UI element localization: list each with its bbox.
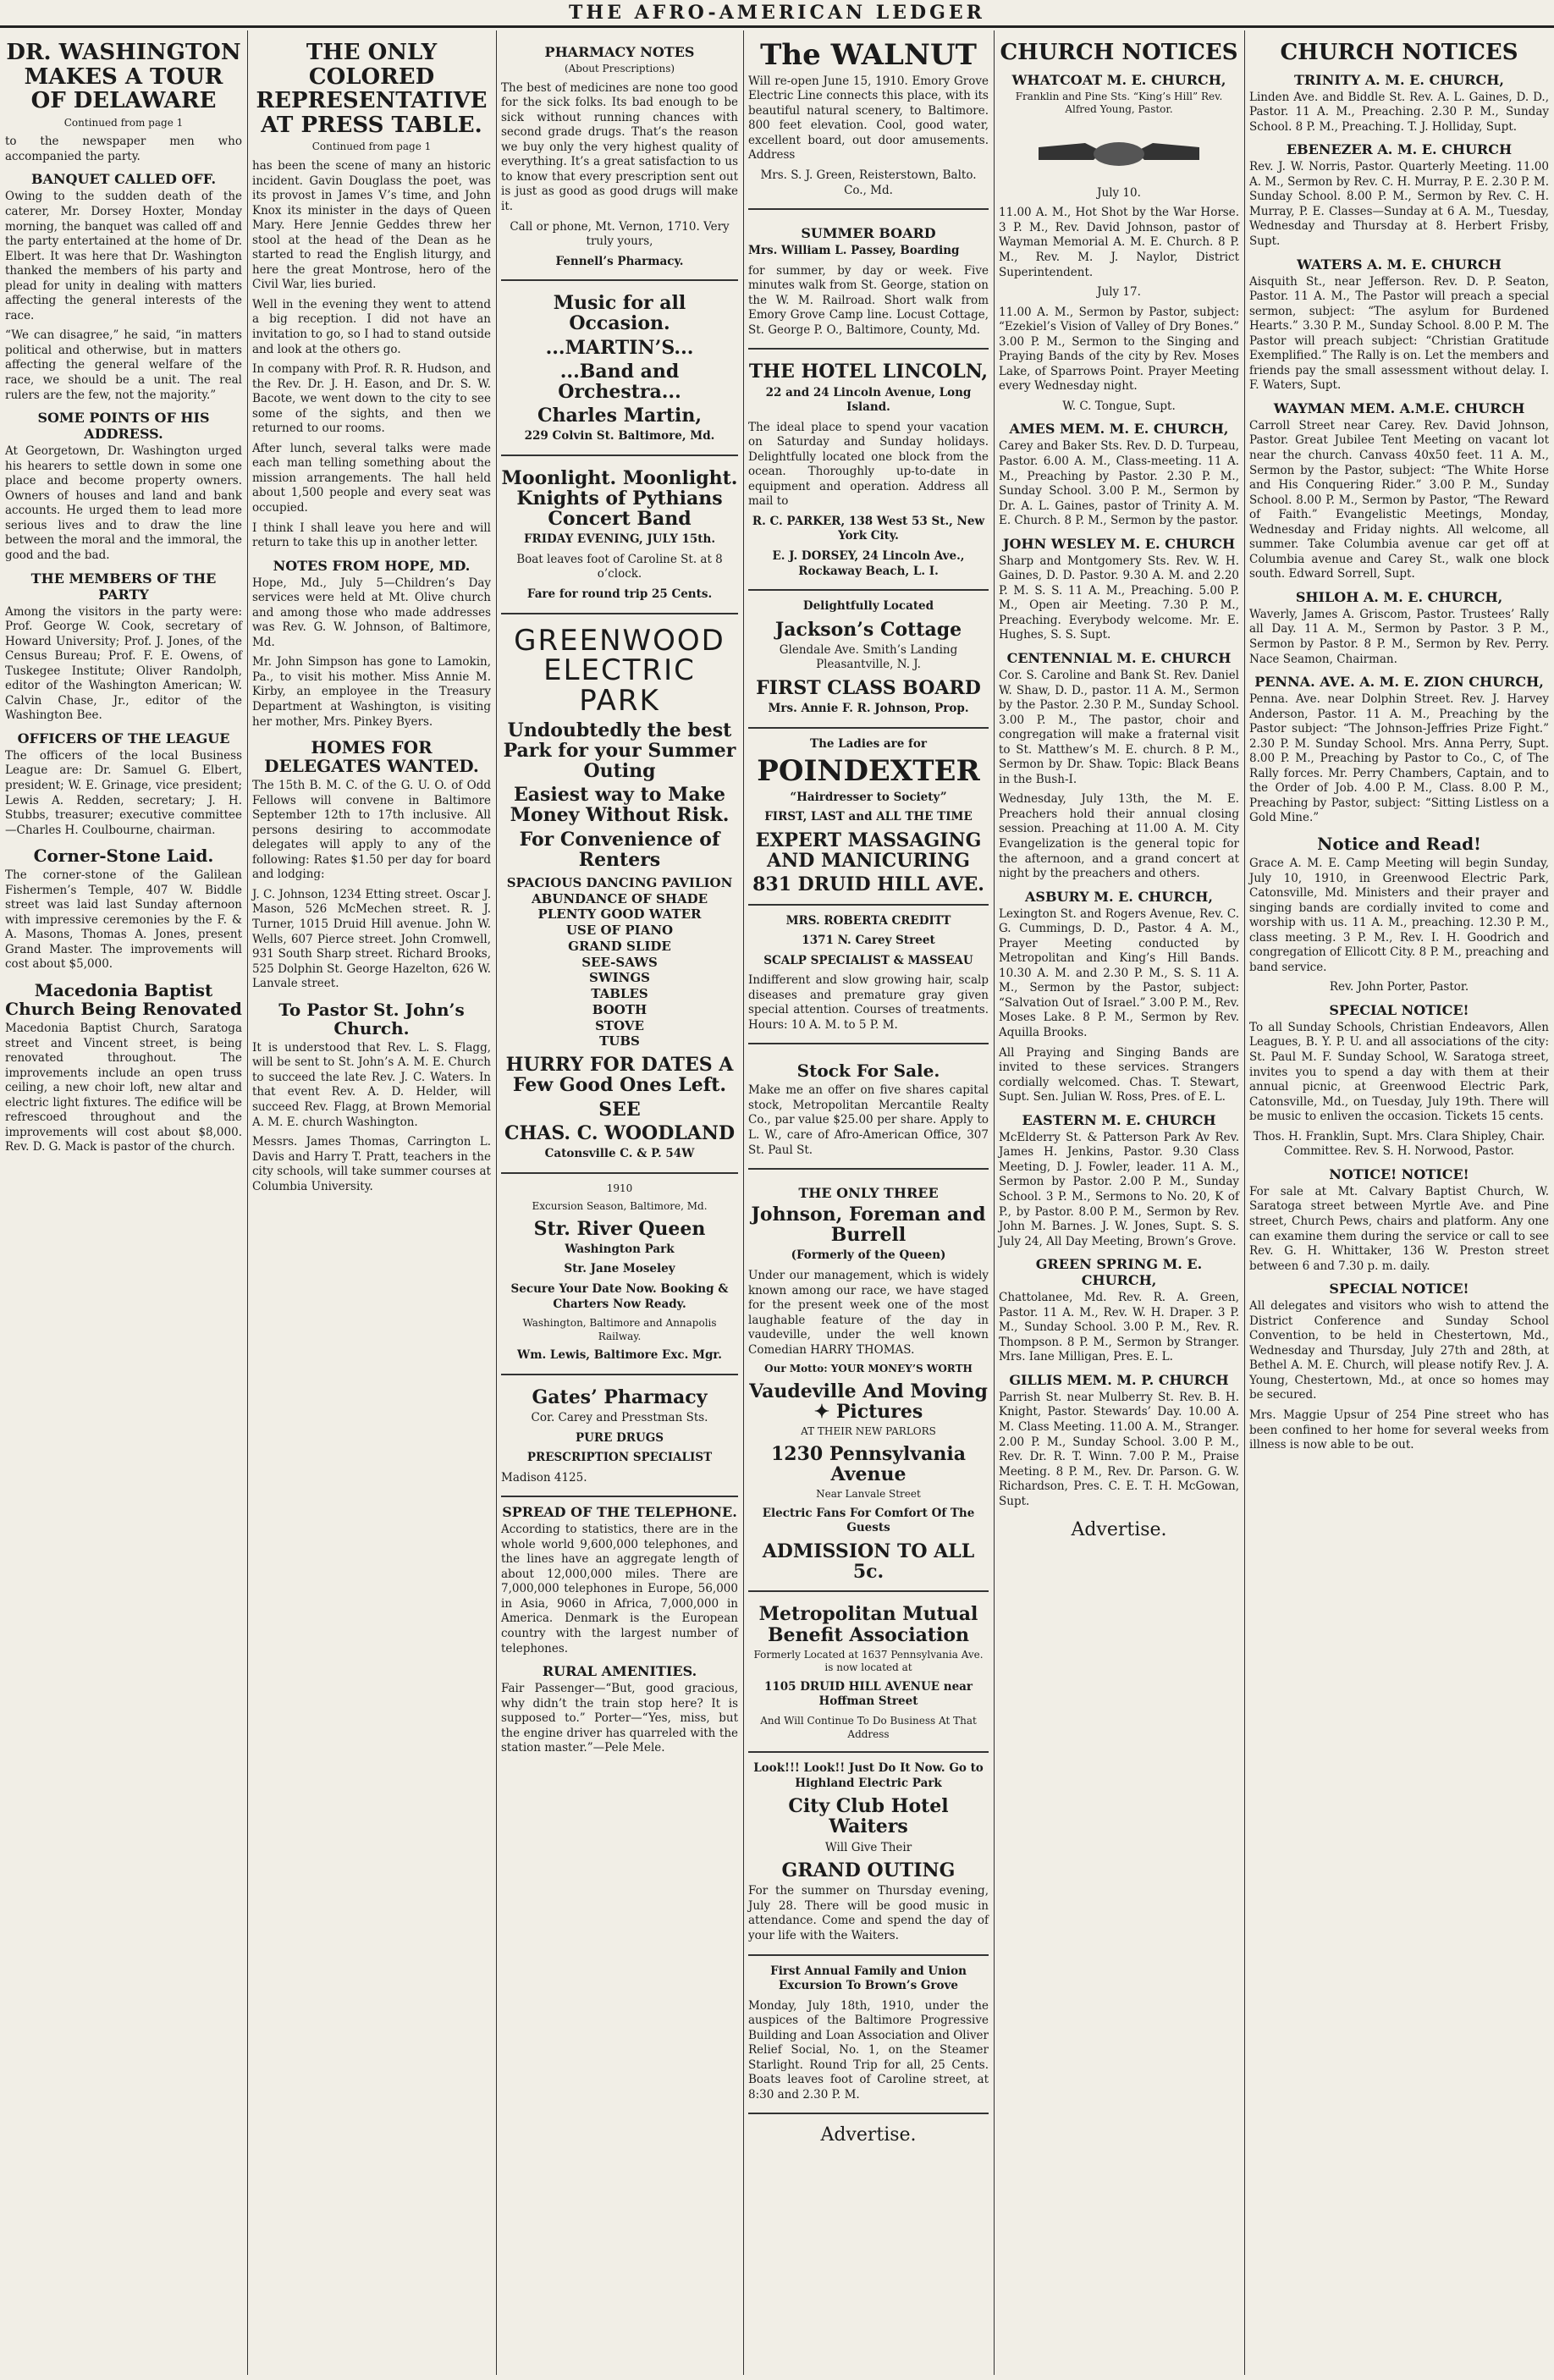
ad-band: ...Band and Orchestra... xyxy=(558,360,681,403)
ad-name: ...MARTIN’S... xyxy=(545,336,694,359)
ad-subtitle: “Hairdresser to Society” xyxy=(790,790,947,804)
paragraph: The 15th B. M. C. of the G. U. O. of Odd Fellows will convene in Baltimore September 12th to 17th inclusive. All persons desiring to accommodate delegates will apply to any of the following: Rates $1.50 per day for board and lodging: xyxy=(252,779,491,882)
article-title: To Pastor St. John’s Church. xyxy=(278,999,465,1038)
ad-phone: Madison 4125. xyxy=(501,1470,587,1485)
paragraph: Fair Passenger—“But, good gracious, why didn’t the train stop here? It is supposed to.” Porter—“Yes, miss, but the engine driver has quarreled with the station master.”—Pele Mele. xyxy=(501,1682,738,1755)
continued-note: Continued from page 1 xyxy=(311,140,432,153)
ad-text: Indifferent and slow growing hair, scalp diseases and premature gray given special attention. Courses of treatments. Hours: 10 A. M. to 5 P. M. xyxy=(748,973,989,1032)
paragraph: In company with Prof. R. R. Hudson, and the Rev. Dr. J. H. Eason, and Dr. S. W. Bacote, we went down to the city to see some of the sights, and then we returned to our rooms. xyxy=(252,362,491,436)
paragraph: Rev. J. W. Norris, Pastor. Quarterly Meeting. 11.00 A. M., Sermon by Rev. C. H. Murray, P. E. 2.30 P. M. Sunday School. 8.00 P. M., Sermon by Rev. C. H. Murray, P. E. Classes—Sunday at 6 A. M., Tuesday, Wednesday and Thursday at 8. Herbert Frisby, Supt. xyxy=(1249,160,1549,248)
paragraph: Well in the evening they went to attend a big reception. I did not have an invitation to go, so I had to stand outside and look at the others go. xyxy=(252,297,491,356)
ad-text: PRESCRIPTION SPECIALIST xyxy=(526,1451,713,1465)
list-item: BOOTH xyxy=(592,1001,648,1017)
ad-title: The WALNUT xyxy=(760,38,977,72)
ad-text: For the summer on Thursday evening, July 28. There will be good music in attendance. Come and spend the day of your life with the Waiters. xyxy=(748,1884,989,1942)
ad-contact: R. C. PARKER, 138 West 53 St., New York City. xyxy=(752,514,985,543)
subheading: RURAL AMENITIES. xyxy=(542,1663,697,1680)
column-3 xyxy=(496,34,743,2370)
music-ad xyxy=(501,286,738,456)
paragraph: All delegates and visitors who wish to attend the District Conference and Sunday School Convention, to be held in Chestertown, Md., Wednesday and Thursday, July 27th and 28th, at Bethel A. M. E. Church, will please notify Rev. J. A. Young, Chestertown, Md., at once so homes may be secured. xyxy=(1249,1299,1549,1402)
ad-tagline: Undoubtedly the best Park for your Summer Outing xyxy=(503,719,736,783)
ad-manager: Wm. Lewis, Baltimore Exc. Mgr. xyxy=(517,1348,722,1363)
church-name: WHATCOAT M. E. CHURCH, xyxy=(1011,71,1226,88)
church-name: WATERS A. M. E. CHURCH xyxy=(1297,256,1502,273)
ad-title: Johnson, Foreman and Burrell xyxy=(751,1204,986,1247)
ad-name: MRS. ROBERTA CREDITT xyxy=(785,913,951,928)
paragraph: Lexington St. and Rogers Avenue, Rev. C. G. Cummings, D. D., Pastor. 4 A. M., Prayer Meeting conducted by Metropolitan and King’s Hill Bands. 10.30 A. M. and 2.30 P. M., S. S. 11 A. M., Sermon by the Pastor, subject: “Salvation Out of Israel.” 3.00 P. M., Rev. Moses Lake. 8 P. M., Sermon by Rev. Aquilla Brooks. xyxy=(999,906,1239,1040)
list-item: STOVE xyxy=(595,1017,644,1033)
paragraph: Cor. S. Caroline and Bank St. Rev. Daniel W. Shaw, D. D., pastor. 11 A. M., Sermon by the Pastor. 2.30 P. M., Sunday School. 3.00 P. M., The pastor, choir and congregation will make a fraternal visit to St. Matthew’s M. E. church. 8 P. M., Sermon by Dr. Shaw. Topic: Black Beans in the Bush-I. xyxy=(999,669,1239,786)
ad-lead: Delightfully Located xyxy=(802,599,934,614)
advertise-label: Advertise. xyxy=(820,2124,917,2146)
section-title: CHURCH NOTICES xyxy=(1280,40,1518,65)
paragraph: Mr. John Simpson has gone to Lamokin, Pa., to visit his mother. Miss Annie M. Kirby, an employee in the Treasury Department at Washington, is visiting her mother, Mrs. Pinkey Byers. xyxy=(252,655,491,729)
paragraph: Parrish St. near Mulberry St. Rev. B. H. Knight, Pastor. Stewards’ Day. 10.00 A. M. Class Meeting. 11.00 A. M., Stranger. 2.00 P. M., Sunday School. 3.00 P. M., Rev. Dr. R. T. Winn. 7.00 P. M., Praise Meeting. 8 P. M., Rev. Dr. Parson. G. W. Richardson, Pres. C. E. T. H. McGowan, Supt. xyxy=(999,1390,1239,1508)
paragraph: Carroll Street near Carey. Rev. David Johnson, Pastor. Great Jubilee Tent Meeting on vacant lot near the church. Canvass 40x50 feet. 11 A. M., Sermon by the Pastor, subject: “The White Horse and His Conquering Rider.” 3.00 P. M., Sunday School. 8.00 P. M., Sermon by Pastor, “The Reward of Faith.” Evangelistic Meetings, Monday, Wednesday and Friday nights. All welcome, all summer. Take Columbia avenue car get off at Columbia avenue and Carey St., walk one block south. Edward Sorrell, Supt. xyxy=(1249,418,1549,581)
paragraph: Waverly, James A. Griscom, Pastor. Trustees’ Rally all Day. 11 A. M., Sermon by Pastor. 3 P. M., Sermon by Pastor. 8 P. M., Sermon by Rev. Perry. Nace Seamon, Chairman. xyxy=(1249,607,1549,666)
signature: Thos. H. Franklin, Supt. Mrs. Clara Shipley, Chair. Committee. Rev. S. H. Norwood, Pastor. xyxy=(1253,1129,1546,1159)
ad-title: City Club Hotel Waiters xyxy=(788,1795,949,1838)
ad-address: Catonsville C. & P. 54W xyxy=(544,1146,695,1160)
ad-lead: THE ONLY THREE xyxy=(798,1185,939,1202)
ad-text: Make me an offer on five shares capital stock, Metropolitan Mercantile Realty Co., par value $25.00 per share. Apply to L. W., care of Afro-American Office, 307 St. Paul St. xyxy=(748,1083,989,1157)
paragraph: McElderry St. & Patterson Park Av Rev. James H. Jenkins, Pastor. 9.30 Class Meeting, D. J. Fowler, leader. 11 A. M., Sermon by Pastor. 2.00 P. M., Sunday School. 3 P. M., Sermons to No. 20, K of P., by Pastor. 8.00 P. M., Sermon by Rev. John M. Barnes. J. W. Jones, Supt. S. S. July 24, All Day Meeting, Brown’s Grove. xyxy=(999,1130,1239,1248)
ad-convenience: For Convenience of Renters xyxy=(519,828,720,871)
ad-text: The ideal place to spend your vacation on Saturday and Sunday holidays. Delightfully located one block from the ocean. Thoroughly up-to-date in equipment and operation. Address all mail to xyxy=(748,420,989,509)
list-item: PLENTY GOOD WATER xyxy=(537,906,702,923)
list-item: SWINGS xyxy=(588,970,651,986)
subheading: THE MEMBERS OF THE PARTY xyxy=(30,570,217,603)
moonlight-ad xyxy=(501,461,738,614)
ad-motto: Our Motto: YOUR MONEY’S WORTH xyxy=(764,1363,973,1375)
column-4 xyxy=(743,34,994,2370)
paragraph: At Georgetown, Dr. Washington urged his hearers to settle down in some one place and become property owners. Owners of houses and land and bank accounts. He urged them to lead more serious lives and to draw the line between the moral and the immoral, the good and the bad. xyxy=(5,444,242,562)
ad-text: PURE DRUGS xyxy=(575,1430,664,1445)
walnut-ad xyxy=(748,34,989,210)
list-item: USE OF PIANO xyxy=(565,923,674,939)
paragraph: 11.00 A. M., Sermon by Pastor, subject: “Ezekiel’s Vision of Valley of Dry Bones.” 3.00 P. M., Sermon to the Singing and Praying Bands of the city by Rev. Moses Lake, of Sparrows Point. Prayer Meeting every Wednesday night. xyxy=(999,305,1239,394)
city-club-ad xyxy=(748,1758,989,1955)
ad-title: Jackson’s Cottage xyxy=(774,618,962,641)
river-queen-ad xyxy=(501,1179,738,1375)
ad-name: Mrs. William L. Passey, Boarding xyxy=(748,244,960,258)
church-name: EASTERN M. E. CHURCH xyxy=(1022,1111,1216,1128)
ad-outing: GRAND OUTING xyxy=(781,1859,956,1882)
paragraph: Carey and Baker Sts. Rev. D. D. Turpeau, Pastor. 6.00 A. M., Class-meeting. 11 A. M., Preaching by Pastor. 2.30 P. M., Sunday School. 3.00 P. M., Sermon by Dr. A. L. Gaines, pastor of Trinity A. M. E. Church. 8 P. M., Sermon by the pastor. xyxy=(999,439,1239,528)
list-item: SPACIOUS DANCING PAVILION xyxy=(506,874,733,890)
paragraph: The corner-stone of the Galilean Fishermen’s Temple, 407 W. Biddle street was laid last Sunday afternoon with impressive ceremonies by the F. & A. Masons, Thomas A. Jones, present Grand Master. The improvements will cost about $5,000. xyxy=(5,868,242,972)
subheading: OFFICERS OF THE LEAGUE xyxy=(17,730,230,747)
paragraph: The officers of the local Business League are: Dr. Samuel G. Elbert, president; W. E. Grinage, vice president; Lewis A. Redden, secretary; J. H. Stubbs, treasurer; executive committee—Charles H. Coulbourne, chairman. xyxy=(5,748,242,837)
list-item: ABUNDANCE OF SHADE xyxy=(531,890,708,906)
ad-text: Excursion Season, Baltimore, Md. xyxy=(532,1200,708,1213)
ad-subtitle: (Formerly of the Queen) xyxy=(791,1248,946,1263)
paragraph: I think I shall leave you here and will return to take this up in another letter. xyxy=(252,521,491,550)
article-title: DR. WASHINGTON MAKES A TOUR OF DELAWARE xyxy=(6,40,241,114)
ad-title: GREENWOOD ELECTRIC PARK xyxy=(514,623,725,718)
paragraph: It is understood that Rev. L. S. Flagg, will be sent to St. John’s A. M. E. Church to succeed the late Rev. J. C. Waters. In that event Rev. A. D. Helder, will succeed Rev. Flagg, at Brown Memorial A. M. E. church Washington. xyxy=(252,1040,491,1129)
column-6 xyxy=(1244,34,1554,2370)
ad-title: Moonlight. Moonlight. Knights of Pythians Concert Band xyxy=(501,466,738,531)
ad-text: Electric Fans For Comfort Of The Guests xyxy=(762,1506,975,1535)
ad-title: Metropolitan Mutual Benefit Association xyxy=(758,1603,978,1646)
notice-title: SPECIAL NOTICE! xyxy=(1329,1001,1469,1018)
ad-steamer: Str. Jane Moseley xyxy=(564,1262,675,1276)
column-1 xyxy=(0,34,247,2370)
ad-title: THE HOTEL LINCOLN, xyxy=(748,361,989,383)
church-address: Franklin and Pine Sts. “King’s Hill” Rev. Alfred Young, Pastor. xyxy=(1015,90,1223,116)
paragraph: After lunch, several talks were made each man telling something about the mission arrangements. The hall held about 1,500 people and every seat was occupied. xyxy=(252,441,491,515)
poindexter-ad xyxy=(748,734,989,906)
paragraph: Among the visitors in the party were: Prof. George W. Cook, secretary of Howard University; Prof. J. Jones, of the Census Bureau; Prof. F. E. Owens, of Tuskegee Institute; Oliver Randolph, editor of the Washington American; W. Calvin Chase, Jr., editor of the Washington Bee. xyxy=(5,604,242,723)
ad-title: Str. River Queen xyxy=(533,1217,706,1240)
notice-title: SPECIAL NOTICE! xyxy=(1329,1281,1469,1297)
date-label: July 17. xyxy=(1097,285,1141,300)
ad-lead: The Ladies are for xyxy=(810,736,927,751)
ad-title: First Annual Family and Union Excursion To Brown’s Grove xyxy=(770,1964,967,1993)
advertise-label: Advertise. xyxy=(1071,1519,1167,1541)
ad-text: Will re-open June 15, 1910. Emory Grove Electric Line connects this place, with its beautiful natural scenery, to Baltimore. 800 feet elevation. Cool, good water, excellent board, out door amusements. Address xyxy=(748,74,989,163)
paragraph: 11.00 A. M., Hot Shot by the War Horse. 3 P. M., Rev. David Johnson, pastor of Wayman Memorial A. M. E. Church. 8 P. M., Rev. M. J. Naylor, District Superintendent. xyxy=(999,206,1239,279)
column-2 xyxy=(247,34,496,2370)
ad-title: Vaudeville And Moving ✦ Pictures xyxy=(749,1380,988,1424)
list-item: TABLES xyxy=(591,986,648,1002)
subheading: SPREAD OF THE TELEPHONE. xyxy=(502,1504,737,1521)
ad-title: SUMMER BOARD xyxy=(801,225,936,242)
ad-title: Stock For Sale. xyxy=(796,1061,940,1082)
ad-expert: EXPERT MASSAGING AND MANICURING xyxy=(755,829,982,873)
continued-note: Continued from page 1 xyxy=(63,116,184,129)
paragraph: All Praying and Singing Bands are invited to these services. Strangers cordially welcomed. Chas. T. Stewart, Supt. Sen. Julian W. Ross, Pres. of E. L. xyxy=(999,1045,1239,1105)
creditt-ad xyxy=(748,911,989,1045)
ad-text: Monday, July 18th, 1910, under the auspices of the Baltimore Progressive Building and Loan Association and Oliver Relief Social, No. 1, on the Steamer Starlight. Round Trip for all, 25 Cents. Boats leaves foot of Caroline street, at 8:30 and 2.30 P. M. xyxy=(748,1998,989,2102)
metropolitan-ad xyxy=(748,1597,989,1753)
notice-title: NOTICE! NOTICE! xyxy=(1329,1165,1469,1182)
ad-lead: Look!!! Look!! Just Do It Now. Go to Highland Electric Park xyxy=(753,1761,984,1790)
ad-specialty: SCALP SPECIALIST & MASSEAU xyxy=(763,953,973,967)
church-name: EBENEZER A. M. E. CHURCH xyxy=(1286,141,1513,158)
ad-park: Washington Park xyxy=(565,1242,675,1256)
section-title: CHURCH NOTICES xyxy=(1000,40,1238,65)
vaudeville-ad xyxy=(748,1175,989,1592)
ad-address: 1371 N. Carey Street xyxy=(802,934,935,948)
paragraph: Wednesday, July 13th, the M. E. Preachers hold their annual closing session. Preaching at 11.00 A. M. City Evangelization is the general topic for the afternoon, and a grand concert at night by the preachers and others. xyxy=(999,792,1239,881)
church-name: JOHN WESLEY M. E. CHURCH xyxy=(1002,535,1236,552)
paragraph: Owing to the sudden death of the caterer, Mr. Dorsey Hoxter, Monday morning, the banquet was called off and the party entertained at the home of Dr. Elbert. It was here that Dr. Washington thanked the members of his party and plead for unity in dealing with matters affecting the general interests of the race. xyxy=(5,190,242,322)
masthead: THE AFRO-AMERICAN LEDGER xyxy=(0,0,1554,28)
ad-subtitle: (About Prescriptions) xyxy=(564,63,675,74)
paragraph: Macedonia Baptist Church, Saratoga street and Vincent street, is being renovated throughout. The improvements include an open truss ceiling, a new choir loft, new altar and electric light fixtures. The edifice will be refrescoed throughout and the improvements will cost about $8,000. Rev. D. G. Mack is pastor of the church. xyxy=(5,1021,242,1154)
ad-text: Will Give Their xyxy=(824,1840,912,1854)
paragraph: Linden Ave. and Biddle St. Rev. A. L. Gaines, D. D., Pastor. 11 A. M., Preaching. 2.30 P. M., Sunday School. 8 P. M., Preaching. T. J. Holliday, Supt. xyxy=(1249,90,1549,134)
ad-year: 1910 xyxy=(606,1182,633,1194)
greenwood-ad xyxy=(501,620,738,1174)
ad-title: PHARMACY NOTES xyxy=(544,44,695,60)
ad-date: FRIDAY EVENING, JULY 15th. xyxy=(523,532,716,547)
subheading: BANQUET CALLED OFF. xyxy=(30,171,217,188)
ad-proprietor: Mrs. Annie F. R. Johnson, Prop. xyxy=(768,702,969,716)
ad-fare: Fare for round trip 25 Cents. xyxy=(526,587,713,602)
paragraph: has been the scene of many an historic incident. Gavin Douglass the poet, was its provost in James V’s time, and John Knox its minister in the days of Queen Mary. Here Jennie Geddes threw her stool at the head of the Dean as he started to read the English liturgy, and here the great Montrose, hero of the Civil War, lies buried. xyxy=(252,158,491,292)
ad-admission: ADMISSION TO ALL 5c. xyxy=(762,1540,975,1584)
paragraph: Sharp and Montgomery Sts. Rev. W. H. Gaines, D. D. Pastor. 9.30 A. M. and 2.20 P. M. S. S. 11 A. M., Preaching. 5.00 P. M., Open air Meeting. 7.30 P. M., Preaching. Everybody welcome. Mr. E. Hughes, S. S. Supt. xyxy=(999,554,1239,642)
church-name: GILLIS MEM. M. P. CHURCH xyxy=(1009,1371,1229,1388)
ad-address: 1105 DRUID HILL AVENUE near Hoffman Street xyxy=(763,1679,973,1709)
ad-address: Glendale Ave. Smith’s Landing Pleasantville, N. J. xyxy=(779,642,958,672)
list-item: TUBS xyxy=(599,1033,640,1050)
church-name: AMES MEM. M. E. CHURCH, xyxy=(1009,421,1229,438)
church-name: WAYMAN MEM. A.M.E. CHURCH xyxy=(1273,399,1525,416)
ad-text: Formerly Located at 1637 Pennsylvania Ave. is now located at xyxy=(753,1648,984,1674)
ad-board: FIRST CLASS BOARD xyxy=(756,676,981,699)
notice-title: Notice and Read! xyxy=(1317,834,1481,855)
ad-hurry: HURRY FOR DATES A Few Good Ones Left. xyxy=(505,1054,734,1097)
hotel-lincoln-ad xyxy=(748,355,989,591)
gates-pharmacy-ad xyxy=(501,1380,738,1497)
ad-near: Near Lanvale Street xyxy=(816,1488,921,1501)
article-title: Macedonia Baptist Church Being Renovated xyxy=(5,979,242,1019)
ad-route: Washington, Baltimore and Annapolis Railway. xyxy=(522,1317,717,1342)
ad-signature: Fennell’s Pharmacy. xyxy=(555,254,684,268)
amenities-list xyxy=(501,875,738,1050)
paragraph: According to statistics, there are in the whole world 9,600,000 telephones, and the lines have an aggregate length of about 12,000,000 miles. There are 7,000,000 telephones in Europe, 56,000 in Asia, 9060 in Africa, 7,000,000 in America. Denmark is the European country with the largest number of telephones. xyxy=(501,1523,738,1656)
date-label: July 10. xyxy=(1097,185,1141,200)
paragraph: Grace A. M. E. Camp Meeting will begin Sunday, July 10, 1910, in Greenwood Electric Park, Catonsville, Md. Ministers and their prayer and singing bands are cordially invited to come and worship with us. 11 A. M., preaching. 12.30 P. M., class meeting. 3 P. M., Rev. I. H. Goodrich and congregation of Ellicott City. 8 P. M., preaching and band service. xyxy=(1249,857,1549,974)
church-name: PENNA. AVE. A. M. E. ZION CHURCH, xyxy=(1254,674,1544,691)
ad-address: Cor. Carey and Presstman Sts. xyxy=(531,1410,708,1424)
ad-title: POINDEXTER xyxy=(757,754,980,789)
ad-text: Secure Your Date Now. Booking & Charters Now Ready. xyxy=(510,1281,729,1311)
subheading: NOTES FROM HOPE, MD. xyxy=(273,557,471,574)
article-title: Corner-Stone Laid. xyxy=(33,846,214,867)
church-name: ASBURY M. E. CHURCH, xyxy=(1025,888,1213,905)
handshake-icon xyxy=(1034,122,1204,181)
paragraph: Messrs. James Thomas, Carrington L. Davis and Harry T. Pratt, teachers in the city schools, will take summer courses at Columbia University. xyxy=(252,1135,491,1193)
ad-address: 22 and 24 Lincoln Avenue, Long Island. xyxy=(765,385,972,415)
paragraph: For sale at Mt. Calvary Baptist Church, W. Saratoga street between Myrtle Ave. and Pine street, Church Pews, chairs and platform. Any one can examine them during the service or call to see Rev. G. H. Whittaker, 136 W. Preston street between 6 and 7.30 p. m. daily. xyxy=(1249,1184,1549,1273)
church-name: GREEN SPRING M. E. CHURCH, xyxy=(1035,1256,1203,1289)
ad-text: FIRST, LAST and ALL THE TIME xyxy=(764,810,973,824)
ad-see: SEE xyxy=(598,1098,641,1121)
article-title: THE ONLY COLORED REPRESENTATIVE AT PRESS TABLE. xyxy=(256,40,488,138)
ad-title: Music for all Occasion. xyxy=(553,292,686,335)
article-title: HOMES FOR DELEGATES WANTED. xyxy=(264,737,479,777)
ad-text: Boat leaves foot of Caroline St. at 8 o’clock. xyxy=(516,552,723,581)
pharmacy-ad xyxy=(501,34,738,281)
ad-text: Under our management, which is widely known among our race, we have staged for the present week one of the most laughable feature of the day in vaudeville, under the well known Comedian HARRY THOMAS. xyxy=(748,1269,989,1357)
ad-address: 229 Colvin St. Baltimore, Md. xyxy=(524,429,715,443)
excursion-ad xyxy=(748,1961,989,2115)
paragraph: Aisquith St., near Jefferson. Rev. D. P. Seaton, Pastor. 11 A. M., The Pastor will preach a special sermon, subject: “The asylum for Burdened Hearts.” 3.30 P. M., Sunday School. 8.00 P. M. The Pastor will preach subject: “Christian Gratitude Exemplified.” The Rally is on. Let the members and friends pay the small assessment without delay. I. F. Waters, Supt. xyxy=(1249,274,1549,393)
ad-leader: Charles Martin, xyxy=(537,405,703,427)
paragraph: to the newspaper men who accompanied the party. xyxy=(5,135,242,163)
ad-text: And Will Continue To Do Business At That Address xyxy=(760,1714,977,1740)
paragraph: Hope, Md., July 5—Children’s Day services were held at Mt. Olive church and among those who made addresses was Rev. G. W. Johnson, of Baltimore, Md. xyxy=(252,576,491,649)
list-item: SEE-SAWS xyxy=(581,954,658,970)
summer-board-ad xyxy=(748,215,989,350)
ad-text: AT THEIR NEW PARLORS xyxy=(801,1425,936,1438)
paragraph: J. C. Johnson, 1234 Etting street. Oscar J. Mason, 526 McMechen street. R. J. Turner, 1015 Druid Hill avenue. John W. Wells, 607 Pierce street. John Cromwell, 931 South Sharp street. Richard Brooks, 525 Dolphin St. George Hazelton, 626 W. Lanvale street. xyxy=(252,887,491,991)
ad-contact: Mrs. S. J. Green, Reisterstown, Balto. Co., Md. xyxy=(760,168,977,197)
ad-contact: E. J. DORSEY, 24 Lincoln Ave., Rockaway Beach, L. I. xyxy=(772,549,965,578)
ad-text: for summer, by day or week. Five minutes walk from St. George, station on the W. M. Railroad. Short walk from Emory Grove Camp line. Locust Cottage, St. George P. O., Baltimore, County, Md. xyxy=(748,263,989,337)
ad-text: The best of medicines are none too good for the sick folks. Its bad enough to be sick without running chances with second grade drugs. That’s the reason we buy only the very highest quality of everything. It’s a great satisfaction to us to know that every prescription sent out is just as good as good drugs will make it. xyxy=(501,80,738,213)
column-5 xyxy=(994,34,1244,2370)
paragraph: Chattolanee, Md. Rev. R. A. Green, Pastor. 11 A. M., Rev. W. H. Draper. 3 P. M., Sunday School. 3.00 P. M., Rev. R. Thompson. 8 P. M., Sermon by Stranger. Mrs. Iane Milligan, Pres. E. L. xyxy=(999,1291,1239,1364)
jacksons-cottage-ad xyxy=(748,596,989,729)
superintendent: W. C. Tongue, Supt. xyxy=(1062,399,1176,413)
list-item: GRAND SLIDE xyxy=(568,938,671,954)
subheading: SOME POINTS OF HIS ADDRESS. xyxy=(37,410,210,443)
ad-title: Gates’ Pharmacy xyxy=(532,1386,708,1408)
signature: Rev. John Porter, Pastor. xyxy=(1329,980,1469,994)
church-name: TRINITY A. M. E. CHURCH, xyxy=(1294,71,1504,88)
ad-easy: Easiest way to Make Money Without Risk. xyxy=(510,784,730,827)
ad-contact: CHAS. C. WOODLAND xyxy=(504,1121,736,1144)
ad-contact: Call or phone, Mt. Vernon, 1710. Very truly yours, xyxy=(510,219,730,249)
church-name: CENTENNIAL M. E. CHURCH xyxy=(1006,650,1232,666)
paragraph: To all Sunday Schools, Christian Endeavors, Allen Leagues, B. Y. P. U. and all associations of the city: St. Paul M. F. Sunday School, W. Saratoga street, invites you to spend a day with them at their annual picnic, at Greenwood Electric Park, Catonsville, Md., on Tuesday, July 19th. There will be music to enliven the occasion. Tickets 15 cents. xyxy=(1249,1020,1549,1124)
stock-ad xyxy=(748,1050,989,1170)
church-name: SHILOH A. M. E. CHURCH, xyxy=(1295,588,1503,605)
ad-address: 831 DRUID HILL AVE. xyxy=(752,873,984,896)
ad-address: 1230 Pennsylvania Avenue xyxy=(770,1442,966,1486)
paragraph: Penna. Ave. near Dolphin Street. Rev. J. Harvey Anderson, Pastor. 11 A. M., Preaching by the Pastor subject: “The Johnson-Jeffries Prize Fight.” 2.30 P. M. Sunday School. Mrs. Anna Perry, Supt. 8.00 P. M., Preaching by Pastor to Co., C, of The Rally forces. Mr. Perry Chambers, Captain, and to the Order of Job. 4.00 P. M., Class. 8.00 P. M., Preaching by Pastor, subject: “Sitting Listless on a Gold Mine.” xyxy=(1249,692,1549,825)
paragraph: “We can disagree,” he said, “in matters political and otherwise, but in matters affecting the general welfare of the race, we should be a unit. The real rulers are the few, not the majority.” xyxy=(5,328,242,402)
paragraph: Mrs. Maggie Upsur of 254 Pine street who has been confined to her home for several weeks from illness is now able to be out. xyxy=(1249,1408,1549,1452)
